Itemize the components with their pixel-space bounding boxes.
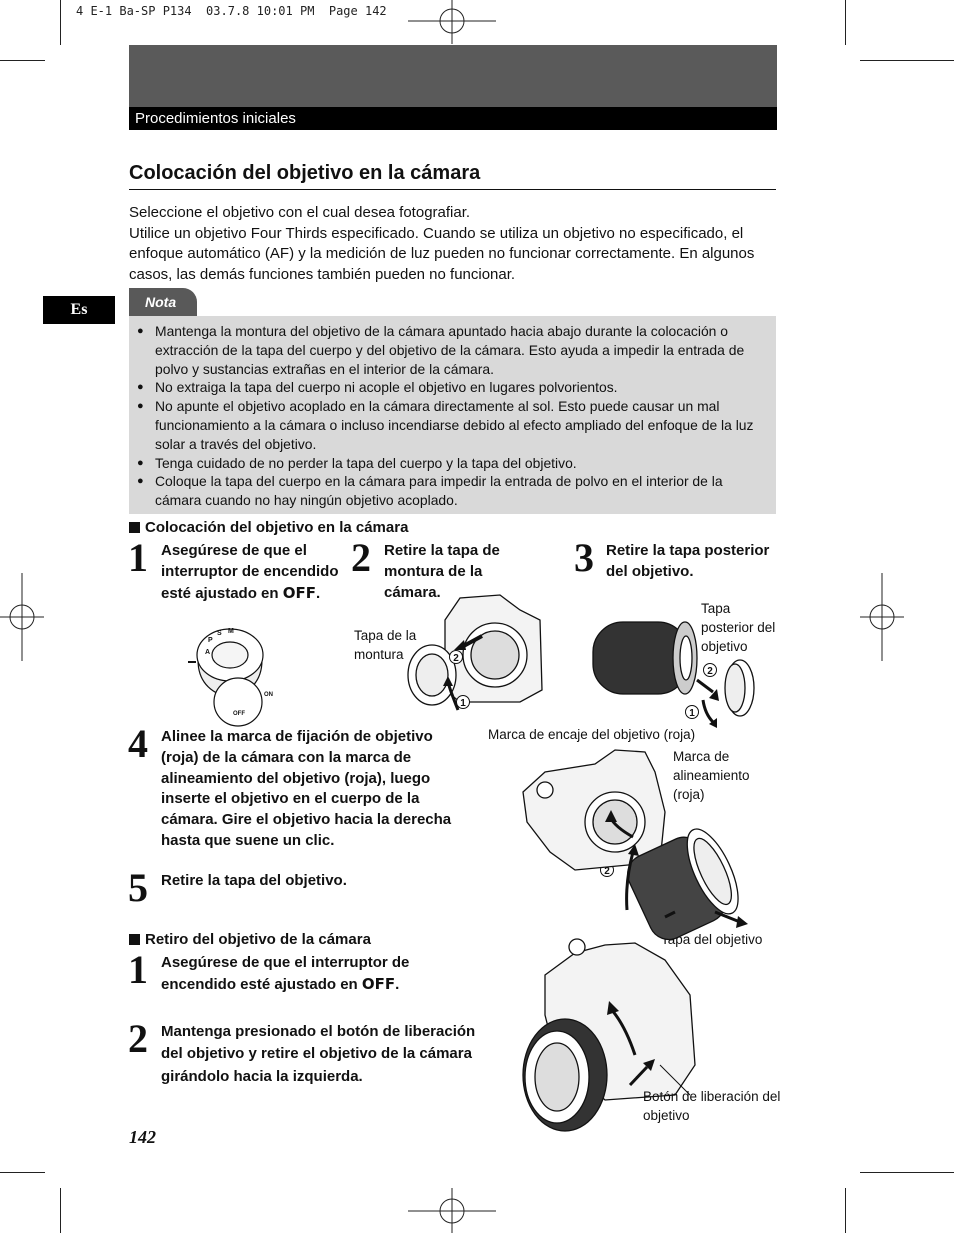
nota-item: ● Coloque la tapa del cuerpo en la cámara para impedir la entrada de polvo en el interior de la cámara cuando no hay ningún objetivo acoplado. — [137, 472, 767, 510]
dial-on: ON — [264, 692, 273, 698]
step-text: Retire la tapa de montura de la cámara. — [384, 542, 500, 601]
remove-heading-text: Retiro del objetivo de la cámara — [145, 931, 371, 948]
step-text — [161, 953, 461, 996]
nota-label: Nota — [129, 288, 197, 316]
page-number: 142 — [129, 1127, 156, 1147]
dial-m: M — [228, 628, 234, 635]
off-label: OFF — [361, 974, 396, 993]
square-bullet-icon — [129, 934, 140, 945]
caption-marca-encaje: Marca de encaje del objetivo (roja) — [488, 727, 696, 742]
print-line: 4 E-1 Ba-SP P134 03.7.8 10:01 PM Page 142 — [76, 4, 387, 18]
marker-2: 2 — [604, 866, 610, 877]
marker-2: 2 — [707, 666, 713, 677]
step-number: 3 — [574, 535, 594, 580]
step-number: 5 — [128, 865, 148, 910]
step-text-body: Asegúrese de que el interruptor de encendido esté ajustado en — [161, 542, 339, 602]
step-text-tail: . — [315, 584, 321, 602]
step-number: 1 — [128, 535, 148, 580]
nota-item: ● No extraiga la tapa del cuerpo ni acople el objetivo en lugares polvorientos. — [137, 378, 767, 397]
page-title: Colocación del objetivo en la cámara — [129, 162, 776, 190]
language-tab: Es — [43, 296, 115, 324]
step-number: 2 — [351, 535, 371, 580]
intro-line: Utilice un objetivo Four Thirds especificado. Cuando se utiliza un objetivo no especificado, el enfoque automático (AF) y la medición de luz pueden no funcionar correctamente. En algunos casos, las demás funciones también pueden no funcionar. — [129, 224, 755, 283]
dial-a: A — [205, 649, 211, 656]
step-text: Mantenga presionado el botón de liberación del objetivo y retire el objetivo de la cámara girándolo hacia la izquierda. — [161, 1023, 476, 1085]
caption-tapa-posterior: Tapa posterior del objetivo — [701, 601, 776, 654]
caption-marca-alineamiento: Marca de alineamiento (roja) — [673, 749, 750, 802]
step-text: Retire la tapa posterior del objetivo. — [606, 542, 770, 580]
step-text-tail: . — [395, 975, 400, 993]
nota-item: ● No apunte el objetivo acoplado en la cámara directamente al sol. Esto puede causar un mal funcionamiento a la cámara o incluso incendiarse debido al efecto ampliado del enfoque de la luz solar a través del objetivo. — [137, 397, 767, 453]
caption-boton-liberacion: Botón de liberación del objetivo — [643, 1089, 781, 1123]
intro-line: Seleccione el objetivo con el cual desea fotografiar. — [129, 204, 471, 221]
step-text: Alinee la marca de fijación de objetivo (roja) de la cámara con la marca de alineamiento del objetivo (roja), luego inserte el objetivo en el cuerpo de la cámara. Gire el objetivo hacia la derecha hasta que suene un clic. — [161, 728, 452, 849]
dial-off: OFF — [233, 711, 245, 717]
nota-item: ● Tenga cuidado de no perder la tapa del cuerpo y la tapa del objetivo. — [137, 454, 767, 473]
remove-heading — [129, 931, 371, 948]
off-label: OFF — [282, 583, 316, 602]
marker-1: 1 — [689, 708, 695, 719]
caption-tapa-montura: Tapa de la montura — [354, 628, 417, 662]
dial-s: S — [217, 630, 222, 637]
step-number: 4 — [128, 721, 148, 766]
step-number: 1 — [128, 947, 148, 992]
step-text: Retire la tapa del objetivo. — [161, 872, 347, 889]
caption-tapa-objetivo: Tapa del objetivo — [661, 932, 763, 947]
marker-2: 2 — [453, 653, 459, 664]
section-label: Procedimientos iniciales — [129, 107, 777, 130]
marker-1: 1 — [460, 698, 466, 709]
attach-lens-illustration — [515, 742, 755, 932]
step-number: 2 — [128, 1016, 148, 1061]
step-text-body: Asegúrese de que el interruptor de encendido esté ajustado en — [161, 954, 410, 993]
attach-heading-text: Colocación del objetivo en la cámara — [145, 519, 409, 536]
nota-item: ● Mantenga la montura del objetivo de la cámara apuntado hacia abajo durante la colocación o extracción de la tapa del cuerpo y del objetivo de la cámara. Esto ayuda a impedir la entrada de polvo y sustancias extrañas en el interior de la cámara. — [137, 322, 767, 378]
dial-p: P — [208, 637, 213, 644]
